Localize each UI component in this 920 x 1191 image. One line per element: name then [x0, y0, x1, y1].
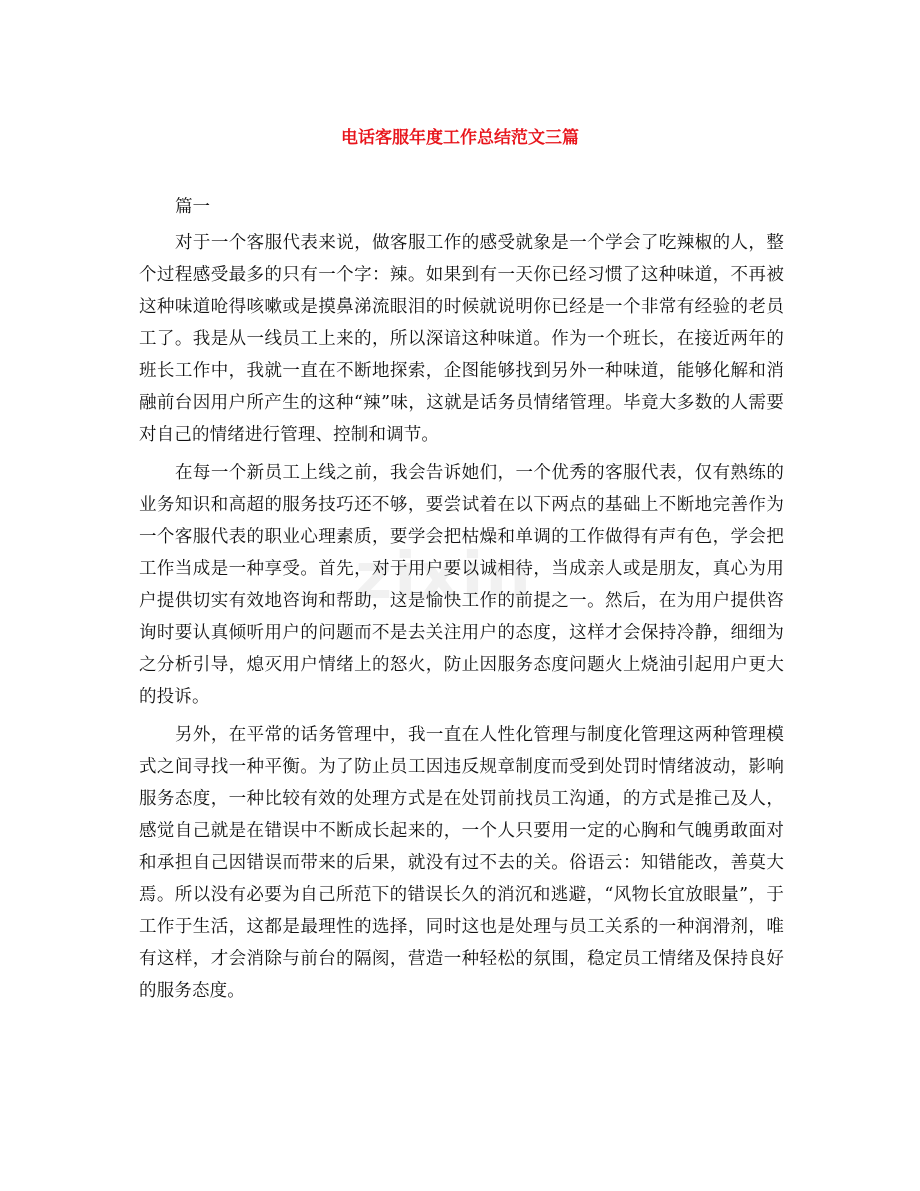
watermark: zixin [355, 540, 533, 614]
section-heading: 篇一 [175, 197, 210, 217]
paragraph-3: 另外，在平常的话务管理中，我一直在人性化管理与制度化管理这两种管理模式之间寻找一种平衡。为了防止员工因违反规章制度而受到处罚时情绪波动，影响服务态度，一种比较有效的处理方式是在处罚前找员工沟通，的方式是推己及人，感觉自己就是在错误中不断成长起来的，一个人只要用一定的心胸和气魄勇敢面对和承担自己因错误而带来的后果，就没有过不去的关。俗语云：知错能改，善莫大焉。所以没有必要为自己所范下的错误长久的消沉和逃避，“风物长宜放眼量”，于工作于生活，这都是最理性的选择，同时这也是处理与员工关系的一种润滑剂，唯有这样，才会消除与前台的隔阂，营造一种轻松的氛围，稳定员工情绪及保持良好的服务态度。 [139, 725, 784, 1001]
document-title: 电话客服年度工作总结范文三篇 [341, 128, 579, 148]
document-body [139, 227, 784, 1013]
paragraph-2: 在每一个新员工上线之前，我会告诉她们，一个优秀的客服代表，仅有熟练的业务知识和高超的服务技巧还不够，要尝试着在以下两点的基础上不断地完善作为一个客服代表的职业心理素质，要学会把枯燥和单调的工作做得有声有色，学会把工作当成是一种享受。首先，对于用户要以诚相待，当成亲人或是朋友，真心为用户提供切实有效地咨询和帮助，这是愉快工作的前提之一。然后，在为用户提供咨询时要认真倾听用户的问题而不是去关注用户的态度，这样才会保持冷静，细细为之分析引导，熄灭用户情绪上的怒火，防止因服务态度问题火上烧油引起用户更大的投诉。 [139, 463, 784, 707]
paragraph-1: 对于一个客服代表来说，做客服工作的感受就象是一个学会了吃辣椒的人，整个过程感受最多的只有一个字：辣。如果到有一天你已经习惯了这种味道，不再被这种味道呛得咳嗽或是摸鼻涕流眼泪的时候就说明你已经是一个非常有经验的老员工了。我是从一线员工上来的，所以深谙这种味道。作为一个班长，在接近两年的班长工作中，我就一直在不断地探索，企图能够找到另外一种味道，能够化解和消融前台因用户所产生的这种“辣”味，这就是话务员情绪管理。毕竟大多数的人需要对自己的情绪进行管理、控制和调节。 [139, 233, 784, 445]
